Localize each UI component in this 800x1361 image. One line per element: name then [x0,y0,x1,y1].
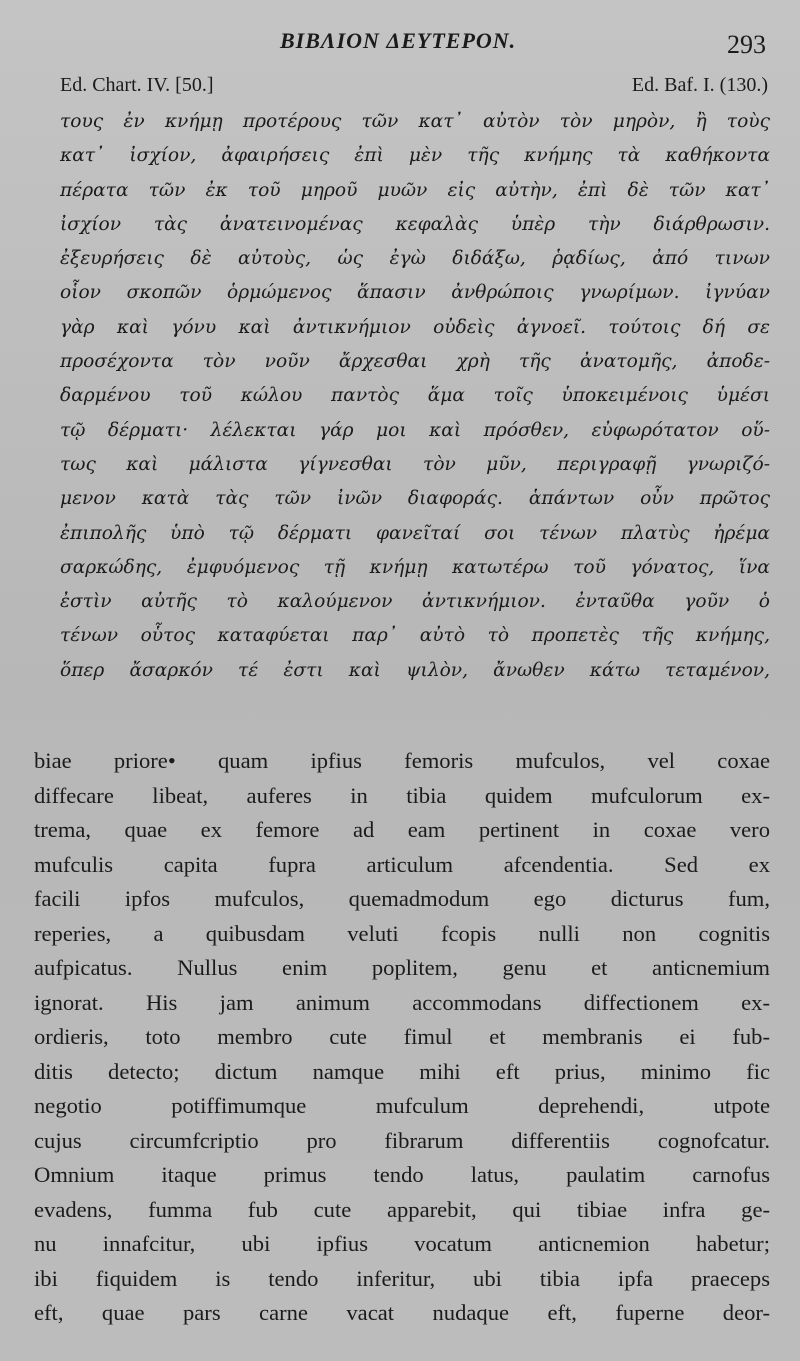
edition-bas-ref: Ed. Baf. I. (130.) [631,74,768,96]
running-head: BIBΛION ΔEΥTEPON. [280,28,517,53]
latin-line: eft, quae pars carne vacat nudaque eft, fuperne deor- [34,1300,770,1325]
greek-line: τῷ δέρματι· λέλεκται γάρ μοι καὶ πρόσθεν, εὐφωρότατον οὕ- [60,419,770,441]
latin-line: reperies, a quibusdam veluti fcopis nulli non cognitis [34,920,770,946]
greek-line: ἐστὶν αὐτῆς τὸ καλούμενον ἀντικνήμιον. ἐνταῦθα γοῦν ὁ [60,591,770,613]
greek-line: ὅπερ ἄσαρκόν τέ ἐστι καὶ ψιλὸν, ἄνωθεν κάτω τεταμένον, [60,659,770,681]
latin-line: cujus circumfcriptio pro fibrarum differentiis cognofcatur. [34,1127,770,1153]
greek-line: γὰρ καὶ γόνυ καὶ ἀντικνήμιον οὐδεὶς ἀγνοεῖ. τούτοις δή σε [60,316,770,338]
edition-chart-ref: Ed. Chart. IV. [50.] [60,74,214,96]
page-number: 293 [727,30,766,59]
greek-line: ἐξευρήσεις δὲ αὐτοὺς, ὡς ἐγὼ διδάξω, ῥᾳδίως, ἀπό τινων [60,248,770,270]
page-header [0,28,800,58]
latin-line: Omnium itaque primus tendo latus, paulatim carnofus [34,1162,770,1187]
greek-line: πέρατα τῶν ἐκ τοῦ μηροῦ μυῶν εἰς αὐτὴν, ἐπὶ δὲ τῶν κατ᾽ [60,179,770,201]
greek-line: τους ἐν κνήμῃ προτέρους τῶν κατ᾽ αὐτὸν τὸν μηρὸν, ἢ τοὺς [60,111,770,132]
greek-line: μενον κατὰ τὰς τῶν ἰνῶν διαφοράς. ἁπάντων οὖν πρῶτος [60,488,770,510]
latin-line: ibi fiquidem is tendo inferitur, ubi tibia ipfa praeceps [34,1265,770,1291]
latin-line: mufculis capita fupra articulum afcendentia. Sed ex [34,851,770,877]
latin-line: ignorat. His jam animum accommodans diffectionem ex- [34,989,770,1015]
greek-line: σαρκώδης, ἐμφυόμενος τῇ κνήμῃ κατωτέρω τοῦ γόνατος, ἵνα [60,556,770,578]
latin-line: aufpicatus. Nullus enim poplitem, genu et anticnemium [34,955,770,980]
greek-line: ἰσχίον τὰς ἀνατεινομένας κεφαλὰς ὑπὲρ τὴν διάρθρωσιν. [60,213,770,235]
latin-line: nu innafcitur, ubi ipfius vocatum anticnemion habetur; [34,1231,770,1256]
latin-line: negotio potiffimumque mufculum deprehendi, utpote [34,1093,770,1118]
greek-line: τένων οὗτος καταφύεται παρ᾽ αὐτὸ τὸ προπετὲς τῆς κνήμης, [60,625,770,647]
latin-line: trema, quae ex femore ad eam pertinent in coxae vero [34,817,770,842]
latin-line: facili ipfos mufculos, quemadmodum ego dicturus fum, [34,886,770,911]
latin-line: biae priore• quam ipfius femoris mufculos, vel coxae [34,748,770,773]
greek-line: τως καὶ μάλιστα γίγνεσθαι τὸν μῦν, περιγραφῇ γνωριζό- [60,453,770,475]
greek-line: δαρμένου τοῦ κώλου παντὸς ἅμα τοῖς ὑποκειμένοις ὑμέσι [60,385,770,407]
edition-references [60,74,768,100]
greek-line: προσέχοντα τὸν νοῦν ἄρχεσθαι χρὴ τῆς ἀνατομῆς, ἀποδε- [60,351,770,373]
latin-text-block [34,744,770,1331]
greek-line: οἷον σκοπῶν ὁρμώμενος ἅπασιν ἀνθρώποις γνωρίμων. ἰγνύαν [60,282,770,304]
greek-text-block [60,105,770,688]
greek-line: ἐπιπολῆς ὑπὸ τῷ δέρματι φανεῖταί σοι τένων πλατὺς ἠρέμα [60,522,770,544]
latin-line: ditis detecto; dictum namque mihi eft prius, minimo fic [34,1058,770,1084]
latin-line: evadens, fumma fub cute apparebit, qui tibiae infra ge- [34,1196,770,1222]
latin-line: diffecare libeat, auferes in tibia quidem mufculorum ex- [34,782,770,808]
latin-line: ordieris, toto membro cute fimul et membranis ei fub- [34,1024,770,1049]
greek-line: κατ᾽ ἰσχίον, ἀφαιρήσεις ἐπὶ μὲν τῆς κνήμης τὰ καθήκοντα [60,145,770,167]
